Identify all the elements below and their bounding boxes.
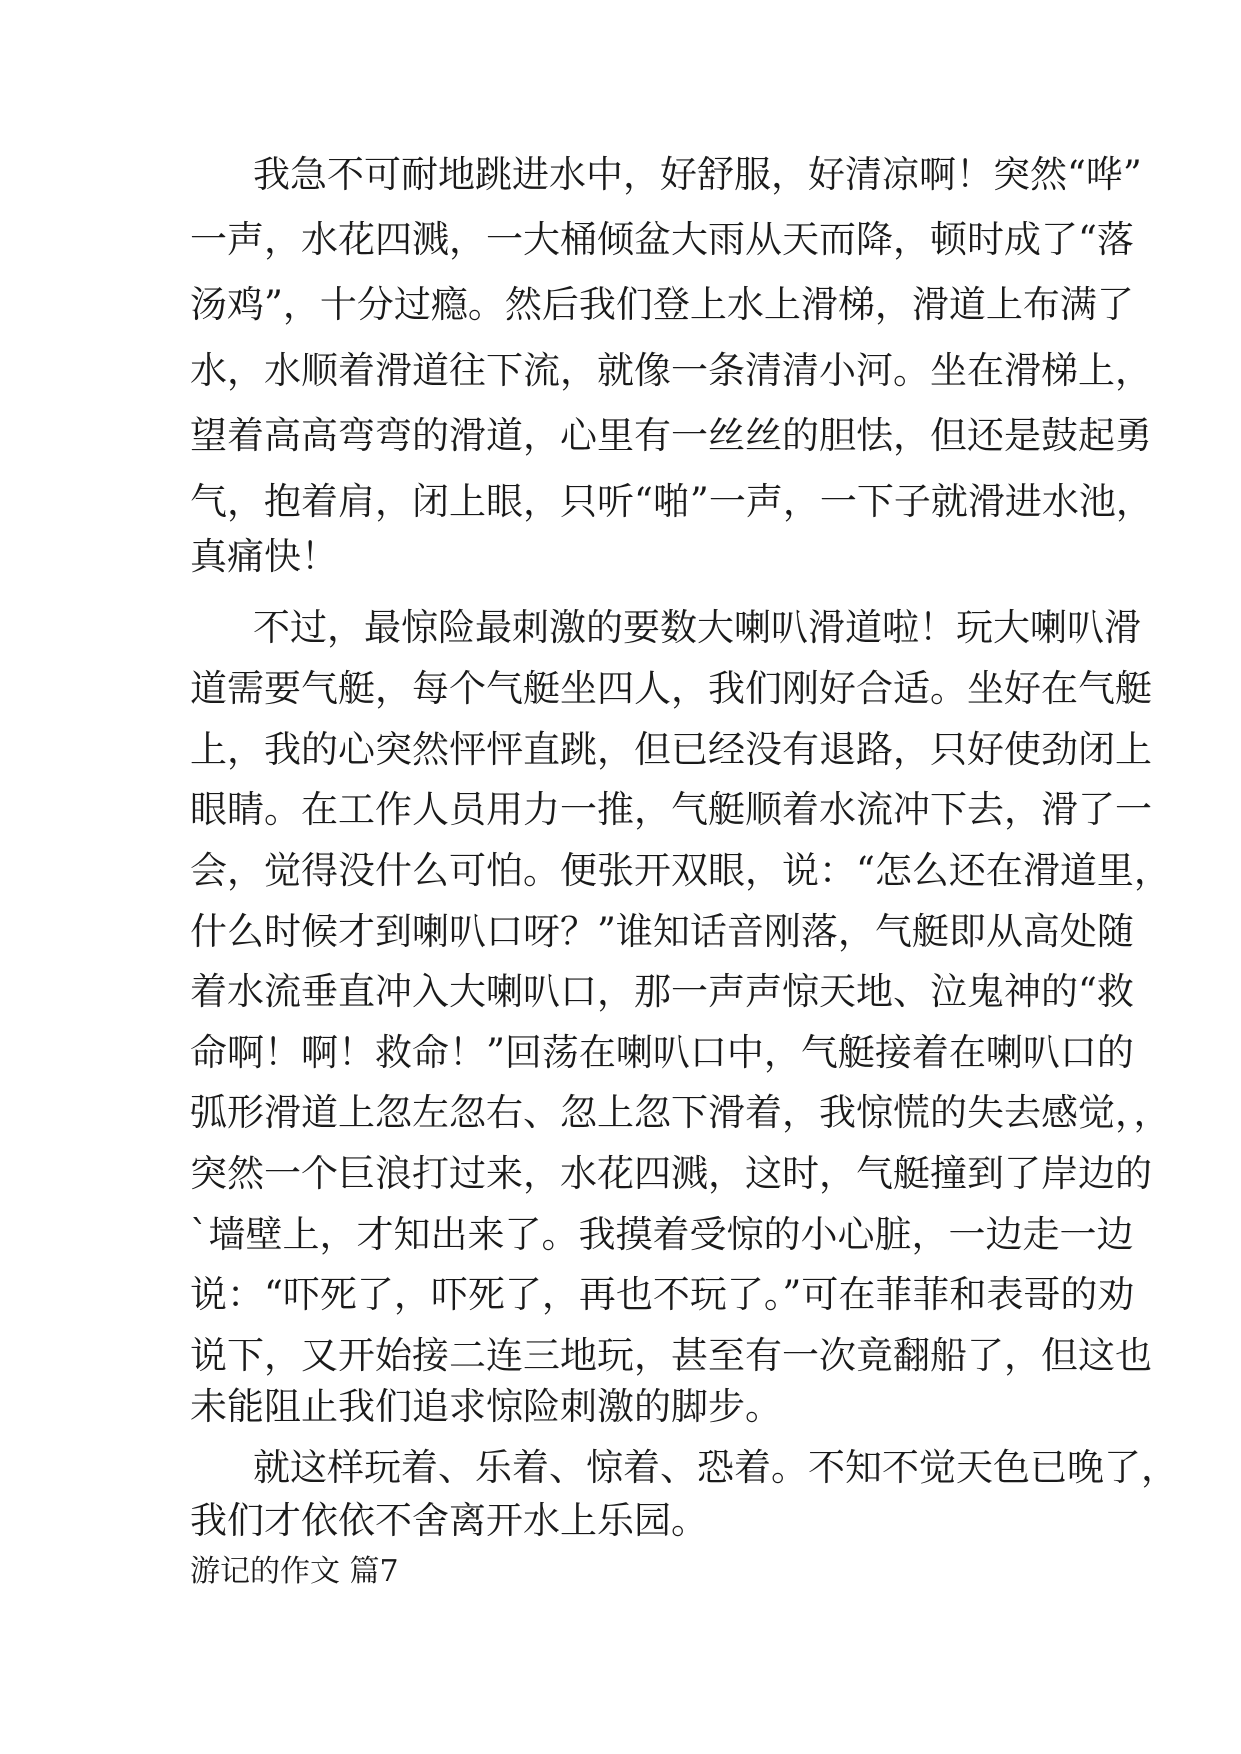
paragraph-line: 汤鸡”，十分过瘾。然后我们登上水上滑梯，滑道上布满了 <box>190 283 1134 326</box>
paragraph-line: 未能阻止我们追求惊险刺激的脚步。 <box>190 1385 782 1428</box>
paragraph-line: 望着高高弯弯的滑道，心里有一丝丝的胆怯，但还是鼓起勇 <box>190 414 1152 457</box>
paragraph-line: 一声，水花四溅，一大桶倾盆大雨从天而降，顿时成了“落 <box>190 218 1134 261</box>
paragraph-line: 突然一个巨浪打过来，水花四溅，这时，气艇撞到了岸边的 <box>190 1152 1152 1195</box>
paragraph-line: 说下，又开始接二连三地玩，甚至有一次竟翻船了，但这也 <box>190 1334 1152 1377</box>
paragraph-line: 水，水顺着滑道往下流，就像一条清清小河。坐在滑梯上， <box>190 349 1152 392</box>
section-heading: 游记的作文 篇7 <box>190 1554 399 1589</box>
paragraph-line: 就这样玩着、乐着、惊着、恐着。不知不觉天色已晚了， <box>253 1446 1178 1489</box>
paragraph-line: 气，抱着肩，闭上眼，只听“啪”一声，一下子就滑进水池， <box>190 480 1153 523</box>
paragraph-line: 我急不可耐地跳进水中，好舒服，好清凉啊！突然“哗” <box>253 153 1142 196</box>
paragraph-line: `墙壁上，才知出来了。我摸着受惊的小心脏，一边走一边 <box>190 1213 1134 1256</box>
paragraph-line: 会，觉得没什么可怕。便张开双眼，说：“怎么还在滑道里， <box>190 849 1171 892</box>
paragraph-line: 真痛快！ <box>190 535 338 578</box>
paragraph-line: 我们才依依不舍离开水上乐园。 <box>190 1499 708 1542</box>
paragraph-line: 说：“吓死了，吓死了，再也不玩了。”可在菲菲和表哥的劝 <box>190 1273 1135 1316</box>
paragraph-line: 弧形滑道上忽左忽右、忽上忽下滑着，我惊慌的失去感觉，， <box>190 1091 1171 1134</box>
paragraph-line: 道需要气艇，每个气艇坐四人，我们刚好合适。坐好在气艇 <box>190 667 1152 710</box>
paragraph-line: 眼睛。在工作人员用力一推，气艇顺着水流冲下去，滑了一 <box>190 788 1152 831</box>
paragraph-line: 什么时候才到喇叭口呀？”谁知话音刚落，气艇即从高处随 <box>190 910 1134 953</box>
paragraph-line: 命啊！啊！救命！”回荡在喇叭口中，气艇接着在喇叭口的 <box>190 1031 1134 1074</box>
paragraph-line: 上，我的心突然怦怦直跳，但已经没有退路，只好使劲闭上 <box>190 728 1152 771</box>
paragraph-line: 着水流垂直冲入大喇叭口，那一声声惊天地、泣鬼神的“救 <box>190 970 1134 1013</box>
paragraph-line: 不过，最惊险最刺激的要数大喇叭滑道啦！玩大喇叭滑 <box>253 606 1141 649</box>
